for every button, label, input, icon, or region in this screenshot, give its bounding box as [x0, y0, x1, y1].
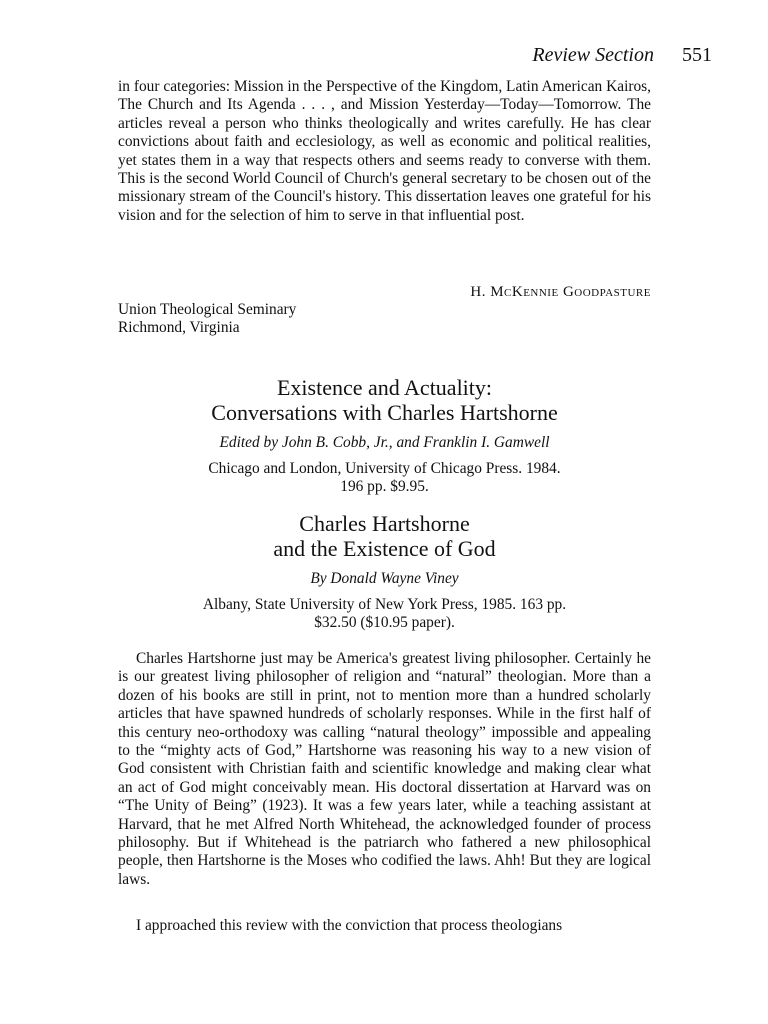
book-heading-1 — [118, 376, 651, 497]
continued-paragraph: in four categories: Mission in the Perspective of the Kingdom, Latin American Kairos, The Church and Its Agenda . . . , and Mission Yesterday—Today—Tomorrow. The articles reveal a person who thinks theologically and writes carefully. He has clear convictions about faith and ecclesiology, as well as economic and political realities, yet states them in a way that respects others and seems ready to converse with them. This is the second World Council of Church's general secretary to be chosen out of the missionary stream of the Council's history. This dissertation leaves one grateful for his vision and for the selection of him to serve in that influential post. — [118, 78, 651, 224]
book-heading-2 — [118, 512, 651, 633]
book-byline: Edited by John B. Cobb, Jr., and Franklin I. Gamwell — [219, 434, 550, 451]
book-publisher-line-1: Chicago and London, University of Chicago Press. 1984. — [208, 460, 561, 477]
book-publisher — [118, 460, 651, 497]
reviewer-institution: Union Theological Seminary — [118, 301, 297, 318]
book-title — [118, 512, 651, 561]
book-title — [118, 376, 651, 425]
book-title-line-1: Charles Hartshorne — [299, 511, 470, 536]
book-publisher-line-2: $32.50 ($10.95 paper). — [314, 614, 455, 632]
book-byline: By Donald Wayne Viney — [310, 570, 459, 587]
reviewer-location: Richmond, Virginia — [118, 319, 240, 337]
review-paragraph-1: Charles Hartshorne just may be America's greatest living philosopher. Certainly he is our greatest living philosopher of religion and “natural” theologian. More than a dozen of his books are still in print, not to mention more than a hundred scholarly articles that have spawned hundreds of scholarly responses. While in the first half of this century neo-orthodoxy was calling “natural theology” impossible and appealing to the “mighty acts of God,” Hartshorne was reasoning his way to a new vision of God consistent with Christian faith and scientific knowledge and making clear what an act of God might conceivably mean. His doctoral dissertation at Harvard was on “The Unity of Being” (1923). It was a few years later, while a teaching assistant at Harvard, that he met Alfred North Whitehead, the acknowledged founder of process philosophy. But if Whitehead is the patriarch who fathered a new philosophical people, then Hartshorne is the Moses who codified the laws. Ahh! But they are logical laws. — [118, 650, 651, 888]
reviewer-name: H. McKennie Goodpasture — [470, 284, 651, 300]
running-head-section: Review Section — [532, 44, 654, 66]
book-publisher-line-1: Albany, State University of New York Press, 1985. 163 pp. — [202, 596, 567, 613]
book-title-line-1: Existence and Actuality: — [276, 375, 493, 400]
book-title-line-2: and the Existence of God — [273, 535, 496, 561]
book-publisher-line-2: 196 pp. $9.95. — [340, 478, 429, 496]
reviewer-affiliation — [118, 301, 296, 338]
running-head — [532, 44, 712, 67]
book-publisher — [118, 596, 651, 633]
page-number: 551 — [682, 44, 712, 66]
review-paragraph-2: I approached this review with the conviction that process theologians — [136, 917, 563, 934]
book-title-line-2: Conversations with Charles Hartshorne — [211, 399, 558, 425]
